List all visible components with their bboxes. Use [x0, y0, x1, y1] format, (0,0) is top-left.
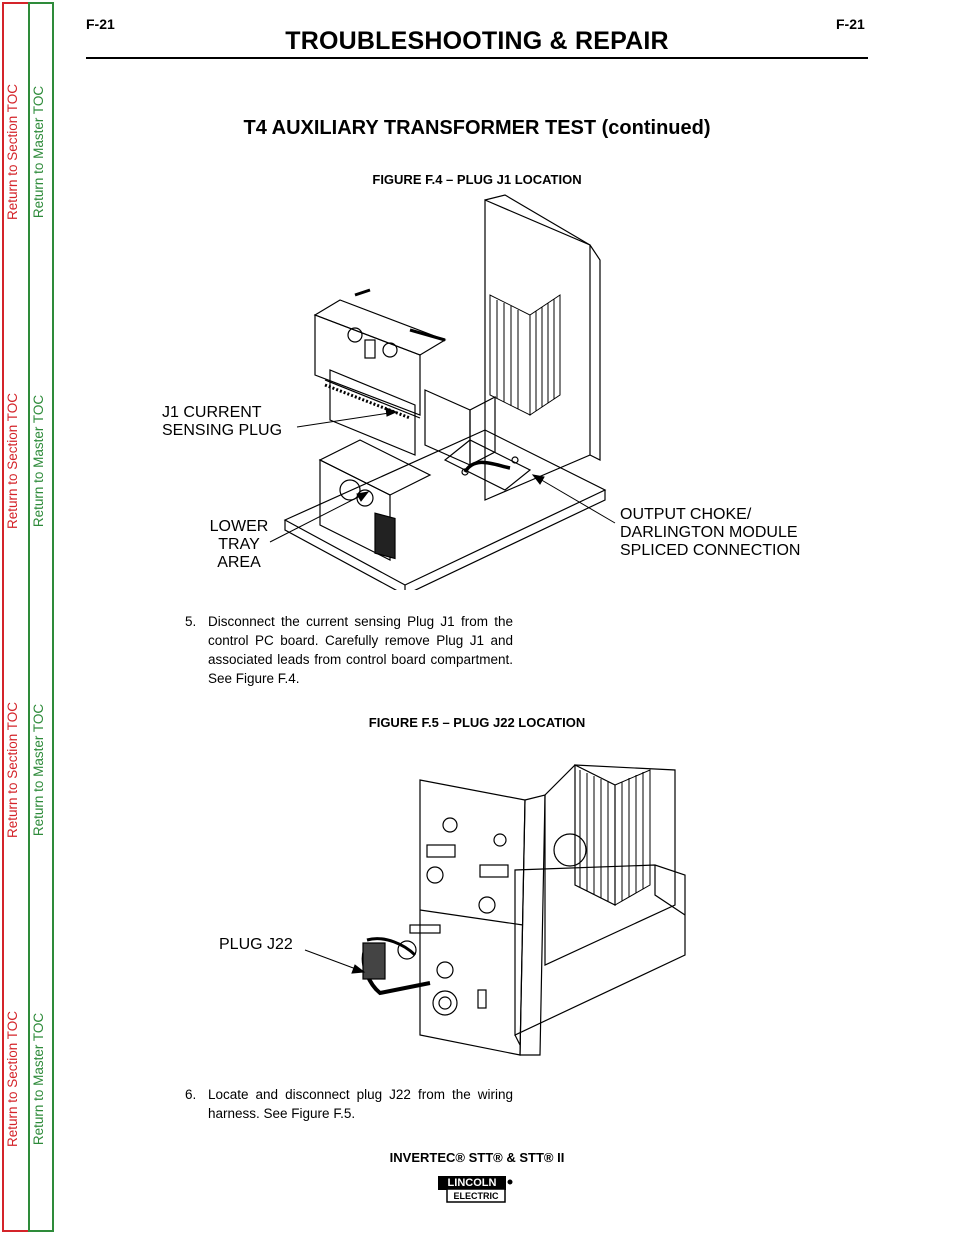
return-to-section-toc-link[interactable]: Return to Section TOC: [5, 1010, 20, 1148]
figure-f5-machine-illustration: [355, 735, 705, 1065]
figure-f4-caption: FIGURE F.4 – PLUG J1 LOCATION: [372, 172, 582, 187]
step-number: 5.: [185, 614, 197, 629]
page-title: TROUBLESHOOTING & REPAIR: [285, 27, 669, 55]
figure-f4-machine-illustration: [270, 190, 620, 590]
logo-text-bottom: ELECTRIC: [453, 1191, 499, 1201]
callout-j1-current-sensing-plug: J1 CURRENT SENSING PLUG: [162, 404, 283, 439]
return-to-master-toc-link[interactable]: Return to Master TOC: [31, 394, 46, 528]
step-5: [185, 612, 513, 688]
page-number-right: F-21: [836, 16, 865, 32]
logo-text-top: LINCOLN: [447, 1177, 497, 1189]
footer-product-name: INVERTEC® STT® & STT® II: [389, 1150, 565, 1165]
step-text: Locate and disconnect plug J22 from the wiring harness. See Figure F.5.: [208, 1087, 513, 1121]
step-text: Disconnect the current sensing Plug J1 from the control PC board. Carefully remove Plug J1 and associated leads from control board compartment. See Figure F.4.: [208, 614, 513, 686]
header-divider: [86, 57, 868, 59]
page-number-left: F-21: [86, 16, 115, 32]
section-title: T4 AUXILIARY TRANSFORMER TEST (continued): [243, 117, 711, 139]
return-to-section-toc-link[interactable]: Return to Section TOC: [5, 83, 20, 221]
callout-lower-tray-area: LOWER TRAY AREA: [209, 518, 269, 571]
step-6: [185, 1085, 513, 1123]
callout-output-choke-darlington: OUTPUT CHOKE/ DARLINGTON MODULE SPLICED CONNECTION: [620, 506, 801, 559]
return-to-master-toc-link[interactable]: Return to Master TOC: [31, 1012, 46, 1146]
return-to-section-toc-link[interactable]: Return to Section TOC: [5, 392, 20, 530]
return-to-section-toc-link[interactable]: Return to Section TOC: [5, 701, 20, 839]
return-to-master-toc-link[interactable]: Return to Master TOC: [31, 85, 46, 219]
callout-plug-j22: PLUG J22: [219, 936, 293, 953]
figure-f5-caption: FIGURE F.5 – PLUG J22 LOCATION: [368, 715, 586, 730]
return-to-master-toc-link[interactable]: Return to Master TOC: [31, 703, 46, 837]
step-number: 6.: [185, 1087, 197, 1102]
